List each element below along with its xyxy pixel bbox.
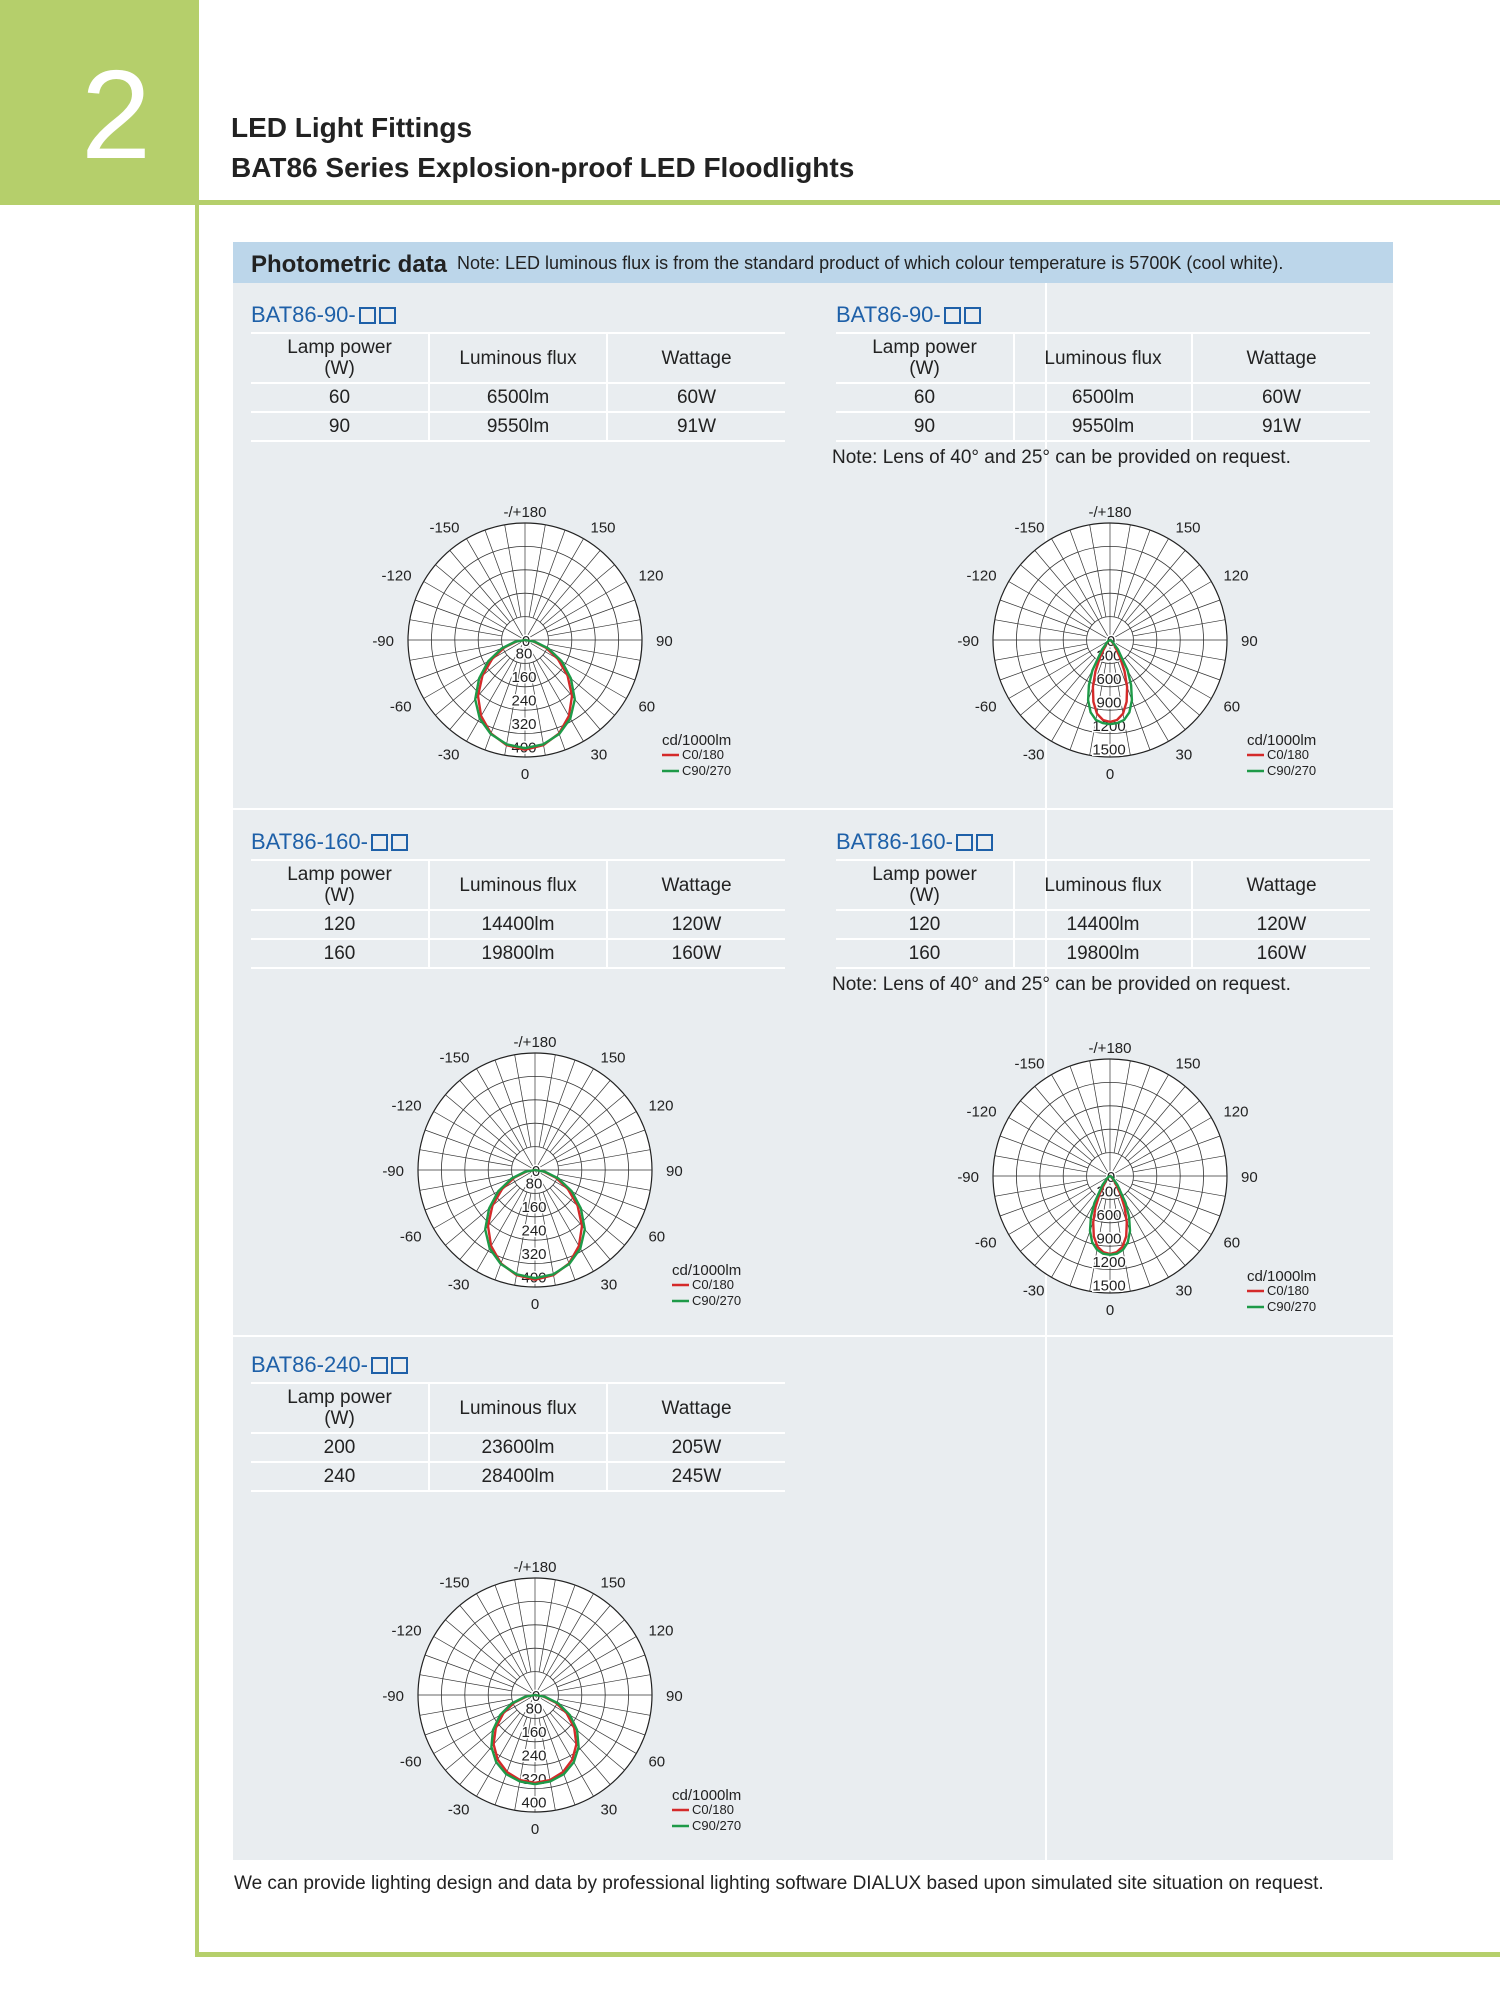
section-bat86-90-b [832,302,1370,469]
table-row [251,939,785,968]
polar-chart-bat86-90-a [350,497,750,797]
table-row [836,939,1370,968]
angle-label: -/+180 [1088,1040,1132,1057]
angle-label: 90 [666,1688,683,1705]
radial-tick-label: 320 [511,715,537,733]
radial-tick-label: 600 [1096,1207,1122,1225]
panel-row-divider-2 [233,1335,1393,1337]
section-bat86-160-a [251,829,785,969]
legend-label: C90/270 [682,763,732,778]
polar-chart-bat86-240 [360,1552,760,1852]
angle-label: 90 [1241,633,1258,650]
spec-table [251,859,785,969]
lamp-power-cell: 120 [836,910,1014,939]
angle-label: -60 [389,698,412,716]
angle-label: -90 [382,1163,404,1180]
lamp-power-cell: 90 [251,412,429,441]
category-title: LED Light Fittings [231,112,473,143]
angle-label: -60 [974,1234,997,1252]
radial-tick-label: 900 [1096,694,1122,712]
angle-label: -60 [974,698,997,716]
spec-table [836,859,1370,969]
lamp-power-cell: 160 [251,939,429,968]
section-bat86-90-a [251,302,785,442]
angle-label: -120 [391,1622,422,1640]
radial-tick-label: 1200 [1092,717,1126,735]
radial-tick-label: 400 [521,1794,547,1812]
legend-label: C0/180 [1267,747,1309,762]
unit-label: cd/1000lm [672,1787,742,1804]
wattage-header: Wattage [607,333,785,383]
angle-label: 30 [600,1801,618,1819]
lamp-power-header: Lamp power (W) [836,860,1014,910]
wattage-cell: 60W [1192,383,1370,412]
angle-label: -120 [966,1103,997,1121]
angle-label: 150 [600,1574,626,1592]
radial-tick-label: 240 [511,692,537,710]
angle-label: -30 [437,746,460,764]
table-row [836,910,1370,939]
wattage-cell: 160W [607,939,785,968]
model-label [836,829,1370,855]
option-placeholder-box [371,834,388,851]
angle-label: 150 [600,1049,626,1067]
angle-label: 90 [666,1163,683,1180]
radial-tick-label: 80 [515,645,533,663]
wattage-header: Wattage [1192,860,1370,910]
luminous-flux-cell: 19800lm [429,939,607,968]
spec-table-header [251,860,785,910]
angle-label: -/+180 [1088,504,1132,521]
legend-label: C0/180 [692,1802,734,1817]
option-placeholder-box [371,1357,388,1374]
luminous-flux-header: Luminous flux [1014,333,1192,383]
angle-label: -90 [957,1169,979,1186]
wattage-cell: 245W [607,1462,785,1491]
radial-tick-label: 0 [531,1688,541,1705]
angle-label: 30 [590,746,608,764]
option-placeholder-box [976,834,993,851]
radial-tick-label: 160 [511,669,537,687]
luminous-flux-cell: 23600lm [429,1433,607,1462]
legend-label: C0/180 [692,1277,734,1292]
radial-tick-label: 160 [521,1199,547,1217]
model-label [251,829,785,855]
unit-label: cd/1000lm [672,1262,742,1279]
radial-tick-label: 240 [521,1222,547,1240]
table-row [836,383,1370,412]
spec-table-header [836,860,1370,910]
legend-label: C0/180 [1267,1283,1309,1298]
model-label [251,302,785,328]
footer-rule [195,1952,1500,1957]
angle-label: 90 [1241,1169,1258,1186]
wattage-cell: 60W [607,383,785,412]
radial-tick-label: 0 [521,633,531,650]
spec-table [836,332,1370,442]
radial-tick-label: 0 [531,1163,541,1180]
radial-tick-label: 600 [1096,671,1122,689]
model-code: BAT86-160- [836,829,953,854]
wattage-header: Wattage [607,860,785,910]
radial-tick-label: 1500 [1092,1277,1126,1295]
radial-tick-label: 80 [525,1700,543,1718]
lamp-power-header: Lamp power (W) [251,1383,429,1433]
angle-label: -120 [381,567,412,585]
model-code: BAT86-90- [251,302,356,327]
radial-tick-label: 1200 [1092,1253,1126,1271]
luminous-flux-cell: 19800lm [1014,939,1192,968]
angle-label: 30 [1175,746,1193,764]
polar-chart-bat86-160-a [360,1027,760,1327]
angle-label: -90 [372,633,394,650]
polar-chart-bat86-160-b [935,1033,1335,1333]
luminous-flux-cell: 28400lm [429,1462,607,1491]
series-title: BAT86 Series Explosion-proof LED Floodlights [231,152,855,183]
angle-label: -60 [399,1753,422,1771]
panel-row-divider-1 [233,808,1393,810]
radial-tick-label: 300 [1096,1183,1122,1201]
radial-tick-label: 320 [521,1245,547,1263]
angle-label: -/+180 [513,1034,557,1051]
luminous-flux-header: Luminous flux [429,333,607,383]
radial-tick-label: 320 [521,1770,547,1788]
legend-label: C90/270 [692,1818,742,1833]
lamp-power-cell: 60 [251,383,429,412]
option-placeholder-box [956,834,973,851]
angle-label: -30 [447,1276,470,1294]
wattage-header: Wattage [607,1383,785,1433]
radial-tick-label: 80 [525,1175,543,1193]
legend-label: C90/270 [1267,763,1317,778]
radial-tick-label: 0 [1106,1169,1116,1186]
angle-label: 120 [1223,567,1249,585]
radial-tick-label: 300 [1096,647,1122,665]
model-code: BAT86-160- [251,829,368,854]
wattage-cell: 120W [1192,910,1370,939]
section-bat86-240 [251,1352,785,1492]
spec-table-header [836,333,1370,383]
spec-table [251,1382,785,1492]
section-bat86-160-b [832,829,1370,996]
legend-label: C90/270 [692,1293,742,1308]
lens-note: Note: Lens of 40° and 25° can be provided on request. [832,974,1291,995]
legend-label: C0/180 [682,747,724,762]
lamp-power-cell: 60 [836,383,1014,412]
option-placeholder-box [391,1357,408,1374]
polar-chart-bat86-90-b [935,497,1335,797]
angle-label: 60 [1223,698,1241,716]
angle-label: -150 [429,519,460,537]
header-rule [195,200,1500,205]
luminous-flux-cell: 14400lm [1014,910,1192,939]
table-row [251,1462,785,1491]
angle-label: -30 [447,1801,470,1819]
model-label [251,1352,785,1378]
lamp-power-cell: 120 [251,910,429,939]
angle-label: 150 [1175,519,1201,537]
model-code: BAT86-90- [836,302,941,327]
spec-table-header [251,333,785,383]
angle-label: -150 [1014,519,1045,537]
angle-label: -90 [957,633,979,650]
angle-label: -150 [439,1049,470,1067]
photometric-label: Photometric data [251,251,448,278]
radial-tick-label: 400 [521,1269,547,1287]
angle-label: 0 [1105,766,1115,783]
option-placeholder-box [944,307,961,324]
angle-label: 30 [1175,1282,1193,1300]
legend-label: C90/270 [1267,1299,1317,1314]
model-code: BAT86-240- [251,1352,368,1377]
luminous-flux-cell: 14400lm [429,910,607,939]
luminous-flux-cell: 9550lm [1014,412,1192,441]
angle-label: -90 [382,1688,404,1705]
angle-label: 120 [648,1622,674,1640]
luminous-flux-cell: 6500lm [429,383,607,412]
luminous-flux-header: Luminous flux [429,1383,607,1433]
angle-label: 120 [648,1097,674,1115]
angle-label: -120 [391,1097,422,1115]
angle-label: 0 [530,1821,540,1838]
angle-label: 30 [600,1276,618,1294]
luminous-flux-cell: 6500lm [1014,383,1192,412]
photometric-note: Note: LED luminous flux is from the standard product of which colour temperature is 5700K (cool white). [457,253,1284,273]
angle-label: -30 [1022,746,1045,764]
radial-tick-label: 0 [1106,633,1116,650]
angle-label: 60 [638,698,656,716]
option-placeholder-box [964,307,981,324]
wattage-cell: 205W [607,1433,785,1462]
luminous-flux-cell: 9550lm [429,412,607,441]
unit-label: cd/1000lm [662,732,732,749]
option-placeholder-box [379,307,396,324]
angle-label: -60 [399,1228,422,1246]
table-row [251,910,785,939]
angle-label: -/+180 [503,504,547,521]
table-row [251,1433,785,1462]
lamp-power-header: Lamp power (W) [251,333,429,383]
footer-note: We can provide lighting design and data by professional lighting software DIALUX based upon simulated site situation on request. [234,1873,1324,1894]
radial-tick-label: 1500 [1092,741,1126,759]
lamp-power-cell: 240 [251,1462,429,1491]
wattage-header: Wattage [1192,333,1370,383]
angle-label: -150 [439,1574,470,1592]
lamp-power-cell: 200 [251,1433,429,1462]
lamp-power-header: Lamp power (W) [836,333,1014,383]
angle-label: 90 [656,633,673,650]
lamp-power-cell: 160 [836,939,1014,968]
angle-label: -/+180 [513,1559,557,1576]
luminous-flux-header: Luminous flux [1014,860,1192,910]
radial-tick-label: 160 [521,1724,547,1742]
wattage-cell: 120W [607,910,785,939]
angle-label: 150 [590,519,616,537]
radial-tick-label: 900 [1096,1230,1122,1248]
radial-tick-label: 240 [521,1747,547,1765]
table-row [251,383,785,412]
angle-label: -120 [966,567,997,585]
wattage-cell: 91W [1192,412,1370,441]
angle-label: 120 [1223,1103,1249,1121]
angle-label: -30 [1022,1282,1045,1300]
table-row [251,412,785,441]
unit-label: cd/1000lm [1247,1268,1317,1285]
angle-label: 0 [530,1296,540,1313]
angle-label: 60 [648,1228,666,1246]
left-border-rule [195,0,199,1956]
model-label [836,302,1370,328]
table-row [836,412,1370,441]
angle-label: 0 [1105,1302,1115,1319]
angle-label: -150 [1014,1055,1045,1073]
angle-label: 120 [638,567,664,585]
radial-tick-label: 400 [511,739,537,757]
spec-table-header [251,1383,785,1433]
angle-label: 150 [1175,1055,1201,1073]
lamp-power-cell: 90 [836,412,1014,441]
spec-table [251,332,785,442]
chapter-number: 2 [80,44,152,185]
wattage-cell: 160W [1192,939,1370,968]
lens-note: Note: Lens of 40° and 25° can be provided on request. [832,447,1291,468]
luminous-flux-header: Luminous flux [429,860,607,910]
option-placeholder-box [359,307,376,324]
angle-label: 60 [648,1753,666,1771]
option-placeholder-box [391,834,408,851]
angle-label: 0 [520,766,530,783]
angle-label: 60 [1223,1234,1241,1252]
lamp-power-header: Lamp power (W) [251,860,429,910]
wattage-cell: 91W [607,412,785,441]
unit-label: cd/1000lm [1247,732,1317,749]
